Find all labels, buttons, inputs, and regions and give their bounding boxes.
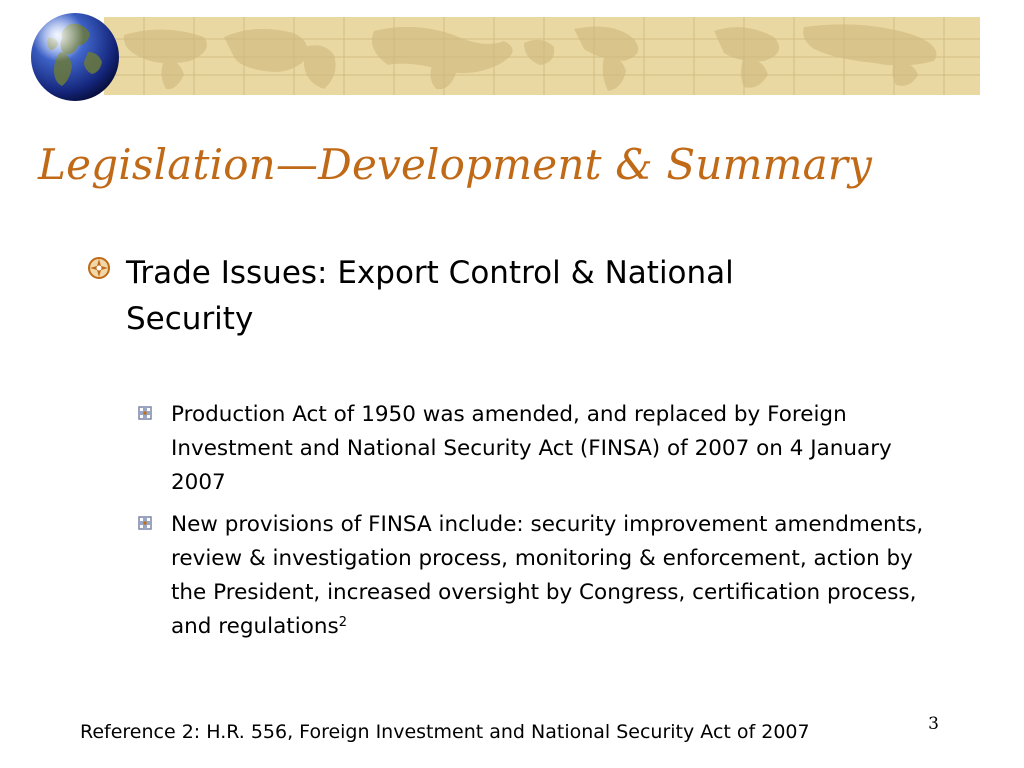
bullet-item: [88, 250, 888, 342]
slide-title: Legislation—Development & Summary: [38, 140, 873, 189]
compass-bullet-icon: [88, 257, 110, 279]
globe-icon: [30, 12, 120, 102]
sub-bullet-item: [138, 398, 938, 500]
square-bullet-icon: [138, 516, 152, 530]
sub-bullet-body: New provisions of FINSA include: security improvement amendments, review & investigation process, monitoring & enforcement, action by the President, increased oversight by Congress, certification process, and regulations: [171, 512, 924, 639]
slide-number: 3: [928, 714, 939, 734]
world-map-banner: [104, 17, 980, 95]
footnote-marker: 2: [338, 615, 347, 630]
sub-bullet-text: Production Act of 1950 was amended, and replaced by Foreign Investment and National Security Act (FINSA) of 2007 on 4 January 2007: [171, 402, 892, 495]
square-bullet-icon: [138, 406, 152, 420]
world-map-icon: [104, 17, 980, 95]
sub-bullet-text: [171, 508, 946, 644]
sub-bullet-item: [138, 508, 938, 644]
reference-footnote: Reference 2: H.R. 556, Foreign Investment and National Security Act of 2007: [80, 721, 810, 743]
bullet-text: Trade Issues: Export Control & National Security: [126, 255, 734, 337]
